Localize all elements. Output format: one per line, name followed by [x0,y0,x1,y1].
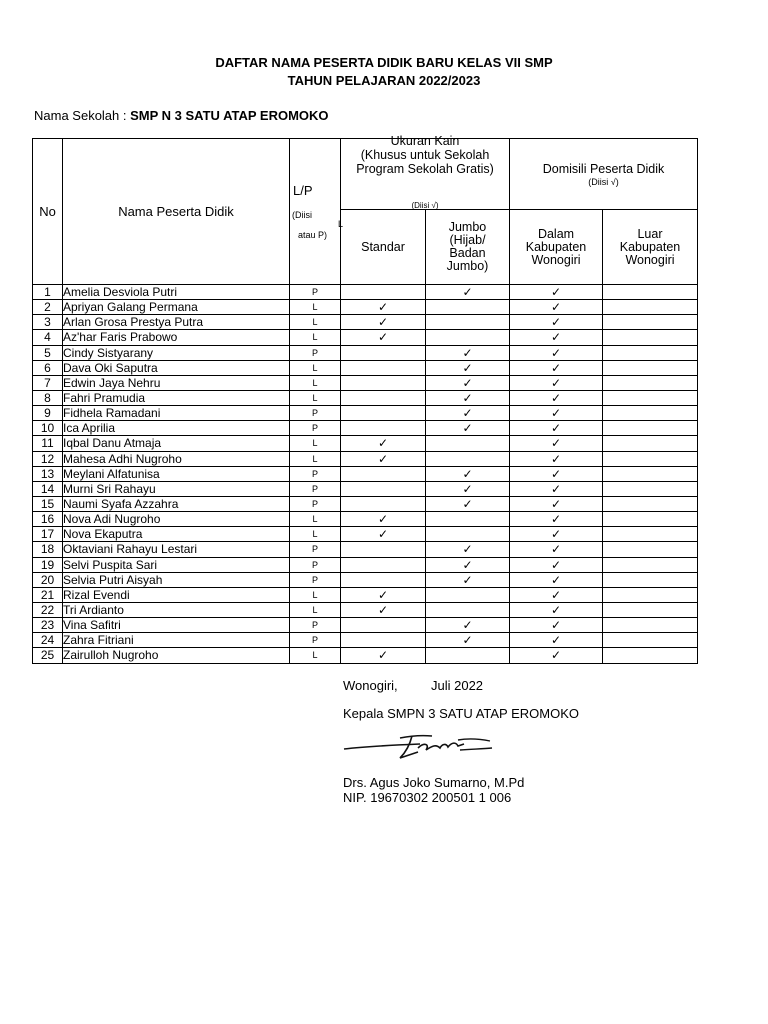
cell-student-name: Vina Safitri [63,618,290,633]
cell-dalam-check: ✓ [510,390,603,405]
cell-standar-check [341,466,426,481]
cell-gender: L [290,512,341,527]
cell-dalam-check: ✓ [510,557,603,572]
header-domisili-note: (Diisi √) [588,177,619,187]
cell-no: 12 [33,451,63,466]
cell-dalam-check: ✓ [510,421,603,436]
cell-no: 5 [33,345,63,360]
cell-jumbo-check: ✓ [426,618,510,633]
header-domisili-label: Domisili Peserta Didik [542,162,665,176]
signature-icon [340,730,500,769]
cell-jumbo-check: ✓ [426,406,510,421]
cell-student-name: Fidhela Ramadani [63,406,290,421]
table-row [33,512,698,527]
cell-student-name: Selvi Puspita Sari [63,557,290,572]
header-ukuran-kain [341,134,510,210]
cell-standar-check [341,572,426,587]
student-table [32,134,698,664]
cell-gender: P [290,542,341,557]
table-row [33,406,698,421]
cell-jumbo-check: ✓ [426,633,510,648]
cell-jumbo-check [426,512,510,527]
cell-luar-check [603,481,698,496]
cell-luar-check [603,345,698,360]
header-lp [290,139,344,285]
header-luar-line: Wonogiri [625,252,675,267]
cell-no: 13 [33,466,63,481]
school-name: SMP N 3 SATU ATAP EROMOKO [130,108,329,123]
header-jumbo-line: Jumbo) [446,259,489,273]
cell-luar-check [603,360,698,375]
cell-student-name: Rizal Evendi [63,587,290,602]
header-dalam-line: Dalam [537,226,575,241]
cell-no: 21 [33,587,63,602]
cell-gender: L [290,330,341,345]
cell-standar-check [341,557,426,572]
cell-standar-check [341,285,426,300]
cell-luar-check [603,512,698,527]
table-row [33,451,698,466]
cell-no: 25 [33,648,63,663]
cell-student-name: Meylani Alfatunisa [63,466,290,481]
cell-luar-check [603,572,698,587]
cell-student-name: Tri Ardianto [63,602,290,617]
cell-luar-check [603,285,698,300]
cell-gender: P [290,557,341,572]
cell-jumbo-check [426,451,510,466]
table-row [33,300,698,315]
cell-standar-check [341,421,426,436]
cell-no: 15 [33,496,63,511]
cell-dalam-check: ✓ [510,512,603,527]
cell-dalam-check: ✓ [510,451,603,466]
principal-title: Kepala SMPN 3 SATU ATAP EROMOKO [343,706,579,721]
cell-no: 10 [33,421,63,436]
cell-student-name: Edwin Jaya Nehru [63,375,290,390]
cell-luar-check [603,587,698,602]
cell-gender: L [290,602,341,617]
cell-dalam-check: ✓ [510,572,603,587]
cell-jumbo-check [426,602,510,617]
cell-standar-check: ✓ [341,648,426,663]
cell-student-name: Nova Adi Nugroho [63,512,290,527]
cell-standar-check [341,618,426,633]
cell-jumbo-check [426,436,510,451]
cell-luar-check [603,315,698,330]
school-label: Nama Sekolah : [34,108,127,123]
cell-luar-check [603,648,698,663]
cell-no: 7 [33,375,63,390]
cell-gender: L [290,360,341,375]
cell-student-name: Zairulloh Nugroho [63,648,290,663]
cell-gender: L [290,451,341,466]
cell-dalam-check: ✓ [510,618,603,633]
cell-no: 22 [33,602,63,617]
cell-student-name: Az'har Faris Prabowo [63,330,290,345]
table-row [33,285,698,300]
cell-standar-check: ✓ [341,330,426,345]
header-lp-note: L [338,219,344,229]
cell-jumbo-check: ✓ [426,496,510,511]
cell-standar-check: ✓ [341,300,426,315]
cell-gender: P [290,496,341,511]
cell-student-name: Naumi Syafa Azzahra [63,496,290,511]
signing-date: Juli 2022 [431,678,484,693]
cell-no: 17 [33,527,63,542]
header-jumbo-line: (Hijab/ [449,233,486,247]
table-row [33,648,698,663]
cell-luar-check [603,421,698,436]
cell-no: 2 [33,300,63,315]
cell-gender: P [290,285,341,300]
cell-jumbo-check: ✓ [426,390,510,405]
cell-jumbo-check: ✓ [426,572,510,587]
table-row [33,330,698,345]
cell-student-name: Dava Oki Saputra [63,360,290,375]
cell-gender: L [290,587,341,602]
cell-luar-check [603,618,698,633]
header-dalam-line: Wonogiri [531,252,581,267]
cell-luar-check [603,406,698,421]
cell-dalam-check: ✓ [510,330,603,345]
cell-dalam-check: ✓ [510,587,603,602]
cell-jumbo-check: ✓ [426,421,510,436]
cell-standar-check: ✓ [341,315,426,330]
header-luar [603,210,698,285]
header-no: No [33,139,63,285]
cell-student-name: Apriyan Galang Permana [63,300,290,315]
cell-student-name: Selvia Putri Aisyah [63,572,290,587]
header-dalam [510,210,603,285]
table-row [33,375,698,390]
table-row [33,436,698,451]
cell-dalam-check: ✓ [510,345,603,360]
cell-standar-check [341,542,426,557]
cell-gender: L [290,390,341,405]
header-kain-line: Ukuran Kain [390,134,460,148]
cell-jumbo-check: ✓ [426,557,510,572]
cell-dalam-check: ✓ [510,375,603,390]
cell-standar-check [341,406,426,421]
cell-no: 8 [33,390,63,405]
cell-dalam-check: ✓ [510,648,603,663]
cell-gender: P [290,406,341,421]
cell-student-name: Arlan Grosa Prestya Putra [63,315,290,330]
cell-standar-check: ✓ [341,602,426,617]
header-standar: Standar [341,210,426,285]
cell-luar-check [603,451,698,466]
cell-jumbo-check: ✓ [426,345,510,360]
student-rows [33,285,698,664]
cell-jumbo-check: ✓ [426,375,510,390]
header-kain-note: (Diisi √) [411,201,439,210]
cell-standar-check: ✓ [341,436,426,451]
header-luar-line: Kabupaten [619,239,681,254]
cell-gender: L [290,648,341,663]
cell-student-name: Ica Aprilia [63,421,290,436]
cell-luar-check [603,330,698,345]
cell-luar-check [603,557,698,572]
cell-student-name: Iqbal Danu Atmaja [63,436,290,451]
cell-standar-check [341,360,426,375]
cell-no: 16 [33,512,63,527]
cell-gender: L [290,315,341,330]
cell-gender: L [290,375,341,390]
cell-no: 4 [33,330,63,345]
cell-jumbo-check [426,315,510,330]
document-title: DAFTAR NAMA PESERTA DIDIK BARU KELAS VII SMP [215,55,553,70]
cell-no: 20 [33,572,63,587]
cell-jumbo-check: ✓ [426,542,510,557]
cell-standar-check [341,345,426,360]
cell-dalam-check: ✓ [510,285,603,300]
table-row [33,496,698,511]
header-name: Nama Peserta Didik [63,139,290,285]
cell-no: 1 [33,285,63,300]
header-jumbo-line: Jumbo [448,220,487,234]
cell-luar-check [603,633,698,648]
cell-student-name: Murni Sri Rahayu [63,481,290,496]
cell-standar-check: ✓ [341,527,426,542]
cell-student-name: Fahri Pramudia [63,390,290,405]
cell-no: 6 [33,360,63,375]
cell-gender: P [290,466,341,481]
header-domisili [510,139,698,210]
cell-standar-check [341,390,426,405]
header-lp-label: L/P [293,183,313,198]
cell-gender: P [290,481,341,496]
cell-student-name: Mahesa Adhi Nugroho [63,451,290,466]
cell-luar-check [603,542,698,557]
table-row [33,466,698,481]
table-row [33,481,698,496]
table-row [33,527,698,542]
header-jumbo-line: Badan [449,246,486,260]
table-row [33,542,698,557]
cell-gender: P [290,618,341,633]
cell-no: 11 [33,436,63,451]
cell-jumbo-check [426,330,510,345]
cell-dalam-check: ✓ [510,436,603,451]
table-row [33,587,698,602]
cell-dalam-check: ✓ [510,602,603,617]
cell-gender: P [290,572,341,587]
table-row [33,390,698,405]
cell-luar-check [603,390,698,405]
cell-dalam-check: ✓ [510,300,603,315]
header-jumbo [426,210,510,285]
header-lp-note: (Diisi [292,210,312,220]
cell-no: 14 [33,481,63,496]
cell-luar-check [603,527,698,542]
cell-jumbo-check: ✓ [426,481,510,496]
cell-luar-check [603,602,698,617]
cell-jumbo-check [426,587,510,602]
cell-standar-check [341,481,426,496]
cell-gender: L [290,300,341,315]
cell-dalam-check: ✓ [510,406,603,421]
cell-jumbo-check [426,527,510,542]
cell-gender: P [290,633,341,648]
cell-luar-check [603,466,698,481]
cell-standar-check [341,633,426,648]
cell-jumbo-check: ✓ [426,285,510,300]
table-row [33,633,698,648]
cell-luar-check [603,300,698,315]
principal-nip: NIP. 19670302 200501 1 006 [343,790,512,805]
table-row [33,360,698,375]
header-kain-line: (Khusus untuk Sekolah [360,148,490,162]
cell-dalam-check: ✓ [510,315,603,330]
table-row [33,618,698,633]
cell-student-name: Zahra Fitriani [63,633,290,648]
cell-gender: P [290,345,341,360]
cell-jumbo-check: ✓ [426,360,510,375]
cell-luar-check [603,375,698,390]
cell-jumbo-check [426,648,510,663]
cell-dalam-check: ✓ [510,466,603,481]
table-row [33,315,698,330]
cell-standar-check [341,496,426,511]
table-row [33,345,698,360]
cell-dalam-check: ✓ [510,481,603,496]
header-luar-line: Luar [637,226,663,241]
cell-no: 24 [33,633,63,648]
cell-gender: L [290,527,341,542]
cell-student-name: Nova Ekaputra [63,527,290,542]
table-row [33,557,698,572]
signing-place: Wonogiri, [343,678,398,693]
cell-no: 3 [33,315,63,330]
cell-no: 18 [33,542,63,557]
cell-standar-check: ✓ [341,451,426,466]
cell-gender: L [290,436,341,451]
school-line [34,108,329,123]
cell-student-name: Cindy Sistyarany [63,345,290,360]
cell-no: 19 [33,557,63,572]
cell-standar-check: ✓ [341,512,426,527]
cell-luar-check [603,436,698,451]
document-subtitle: TAHUN PELAJARAN 2022/2023 [287,73,481,88]
cell-dalam-check: ✓ [510,496,603,511]
header-dalam-line: Kabupaten [525,239,587,254]
cell-no: 23 [33,618,63,633]
table-row [33,602,698,617]
cell-dalam-check: ✓ [510,633,603,648]
cell-student-name: Oktaviani Rahayu Lestari [63,542,290,557]
cell-jumbo-check: ✓ [426,466,510,481]
header-lp-note: atau P) [298,230,328,240]
table-row [33,572,698,587]
header-kain-line: Program Sekolah Gratis) [356,162,494,176]
cell-standar-check: ✓ [341,587,426,602]
table-row [33,421,698,436]
cell-luar-check [603,496,698,511]
cell-dalam-check: ✓ [510,542,603,557]
principal-name: Drs. Agus Joko Sumarno, M.Pd [343,775,525,790]
cell-dalam-check: ✓ [510,360,603,375]
cell-gender: P [290,421,341,436]
cell-no: 9 [33,406,63,421]
cell-student-name: Amelia Desviola Putri [63,285,290,300]
cell-jumbo-check [426,300,510,315]
cell-dalam-check: ✓ [510,527,603,542]
cell-standar-check [341,375,426,390]
